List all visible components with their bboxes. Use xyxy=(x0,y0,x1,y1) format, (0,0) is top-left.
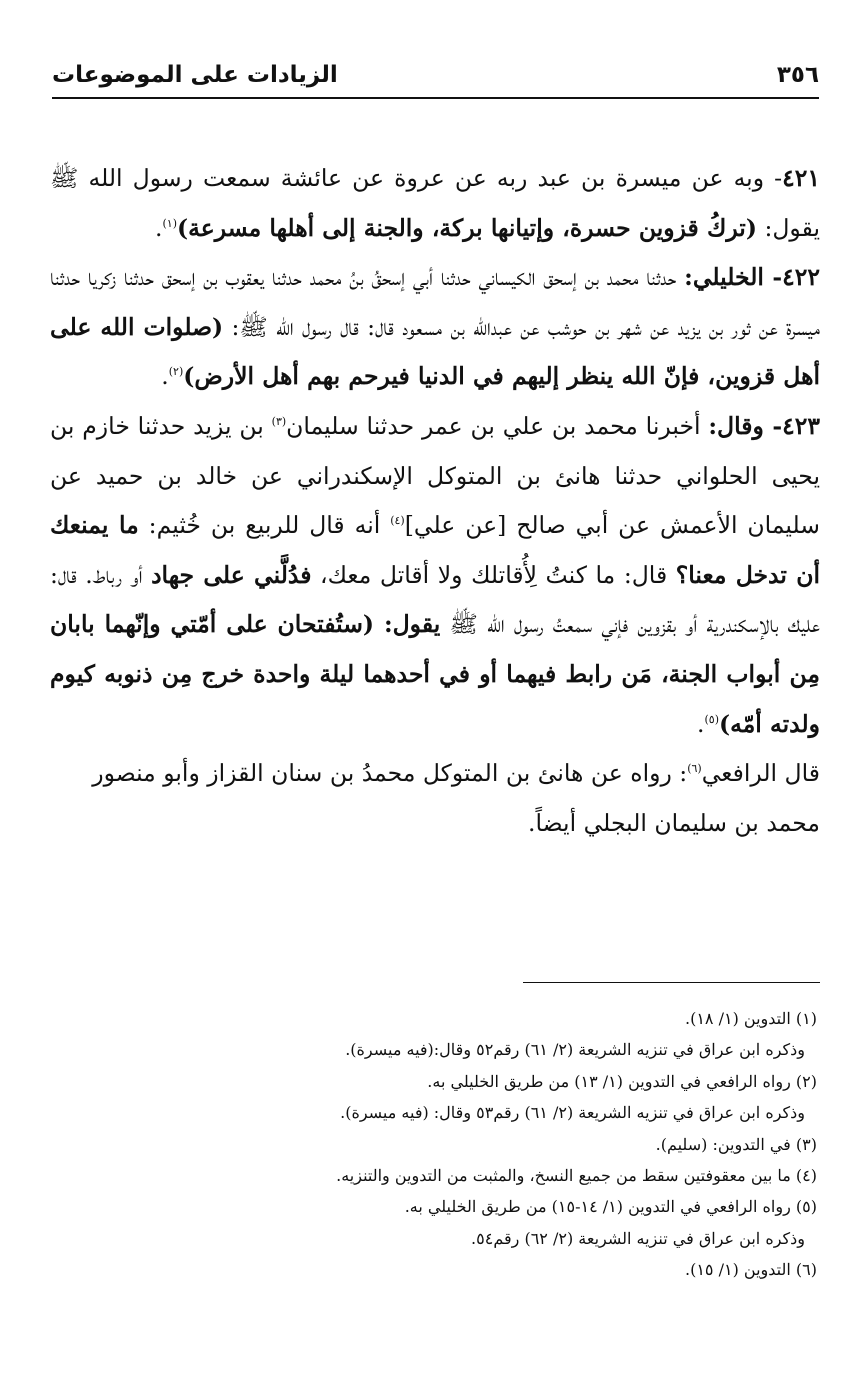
footnote-ref[interactable]: (٢) xyxy=(168,365,184,379)
running-header xyxy=(52,55,819,95)
footnote-3: (٣) في التدوين: (سليم). xyxy=(655,1134,817,1154)
footnote-ref[interactable]: (١) xyxy=(162,216,177,230)
hadith-text: (ستُفتحان على أمّتي وإنّهما بابان مِن أبواب الجنة، مَن رابط فيهما أو في أحدهما ليلة واحدة خرج مِن ذنوبه كيوم ولدته أمّه) xyxy=(50,610,820,738)
footnote-ref[interactable]: (٥) xyxy=(704,712,719,726)
bold-phrase: يقول: xyxy=(383,610,441,639)
footnotes xyxy=(60,1003,817,1286)
footnote-1: (١) التدوين (١/ ١٨). xyxy=(685,1009,817,1028)
entry-end: . xyxy=(161,362,169,391)
footnote-2: (٢) رواه الرافعي في التدوين (١/ ١٣) من طريق الخليلي به. xyxy=(427,1071,817,1091)
entry-isnad: أنه قال للربيع بن خُثيم: xyxy=(138,511,391,540)
rafii-text: قال الرافعي xyxy=(701,759,820,788)
entry-isnad: - وبه عن ميسرة بن عبد ربه عن عروة عن عائشة سمعت رسول الله ﷺ يقول: xyxy=(50,164,820,242)
bold-phrase: ما يمنعك أن تدخل معنا؟ xyxy=(50,511,820,589)
entry-number: ٤٢١ xyxy=(782,164,820,192)
bold-phrase: فدُلَّني على جهاد xyxy=(151,560,312,589)
entry-source: - الخليلي: xyxy=(684,263,783,292)
footnote-ref[interactable]: (٤) xyxy=(390,514,405,528)
entry-isnad: بن يزيد حدثنا خازم بن يحيى الحلواني حدثنا هانئ بن المتوكل الإسكندراني عن خالد بن حميد عن سليمان الأعمش عن أبي صالح [عن علي] xyxy=(50,411,820,540)
footnote-2-cont: وذكره ابن عراق في تنزيه الشريعة (٢/ ٦١) رقم٥٣ وقال: (فيه ميسرة). xyxy=(340,1103,805,1123)
entry-end: . xyxy=(154,213,163,242)
hadith-text: (تركُ قزوين حسرة، وإتيانها بركة، والجنة إلى أهلها مسرعة) xyxy=(176,213,757,242)
footnote-5-cont: وذكره ابن عراق في تنزيه الشريعة (٢/ ٦٢) رقم٥٤. xyxy=(471,1228,805,1248)
footnote-1-cont: وذكره ابن عراق في تنزيه الشريعة (٢/ ٦١) رقم٥٢ وقال:(فيه ميسرة). xyxy=(345,1040,805,1060)
rafii-note xyxy=(50,749,820,848)
hadith-text: (صلوات الله على أهل قزوين، فإنّ الله ينظر إليهم في الدنيا فيرحم بهم أهل الأرض) xyxy=(50,312,820,391)
rafii-text: : رواه عن هانئ بن المتوكل محمدُ بن سنان القزاز وأبو منصور محمد بن سليمان البجلي أيضاً. xyxy=(92,759,820,837)
entry-421 xyxy=(50,154,820,253)
entry-423 xyxy=(50,402,820,749)
footnote-ref[interactable]: (٦) xyxy=(687,762,702,776)
footnote-separator xyxy=(523,982,820,983)
footnote-4: (٤) ما بين معقوفتين سقط من جميع النسخ، والمثبت من التدوين والتنزيه. xyxy=(336,1166,817,1186)
page-number: ٣٥٦ xyxy=(776,62,819,88)
entry-source: - وقال: xyxy=(708,411,783,440)
entry-end: . xyxy=(697,709,705,738)
footnote-ref[interactable]: (٣) xyxy=(271,415,287,429)
entry-number: ٤٢٣ xyxy=(782,411,820,440)
header-rule xyxy=(52,97,819,99)
entry-number: ٤٢٢ xyxy=(782,263,820,292)
main-text xyxy=(50,154,820,848)
footnote-5: (٥) رواه الرافعي في التدوين (١/ ١٤-١٥) من طريق الخليلي به. xyxy=(404,1197,817,1217)
entry-isnad: أخبرنا محمد بن علي بن عمر حدثنا سليمان xyxy=(286,411,709,440)
book-title: الزيادات على الموضوعات xyxy=(52,62,338,88)
entry-isnad: حدثنا محمد بن إسحق الكيساني حدثنا أبي إسحقُ بنُ محمد حدثنا يعقوب بن إسحق حدثنا زكريا حدثنا ميسرة عن ثور بن يزيد عن شهر بن حوشب عن عبدالله بن مسعود قال: قال رسول الله ﷺ: xyxy=(50,263,821,341)
entry-422 xyxy=(50,253,820,402)
entry-isnad: أو رباط. قال: عليك بالإسكندرية أو بقزوين فإني سمعتُ رسول الله ﷺ xyxy=(50,560,820,639)
footnote-6: (٦) التدوين (١/ ١٥). xyxy=(685,1260,817,1280)
entry-isnad: قال: ما كنتُ لِأُقاتلك ولا أقاتل معك، xyxy=(311,560,676,589)
